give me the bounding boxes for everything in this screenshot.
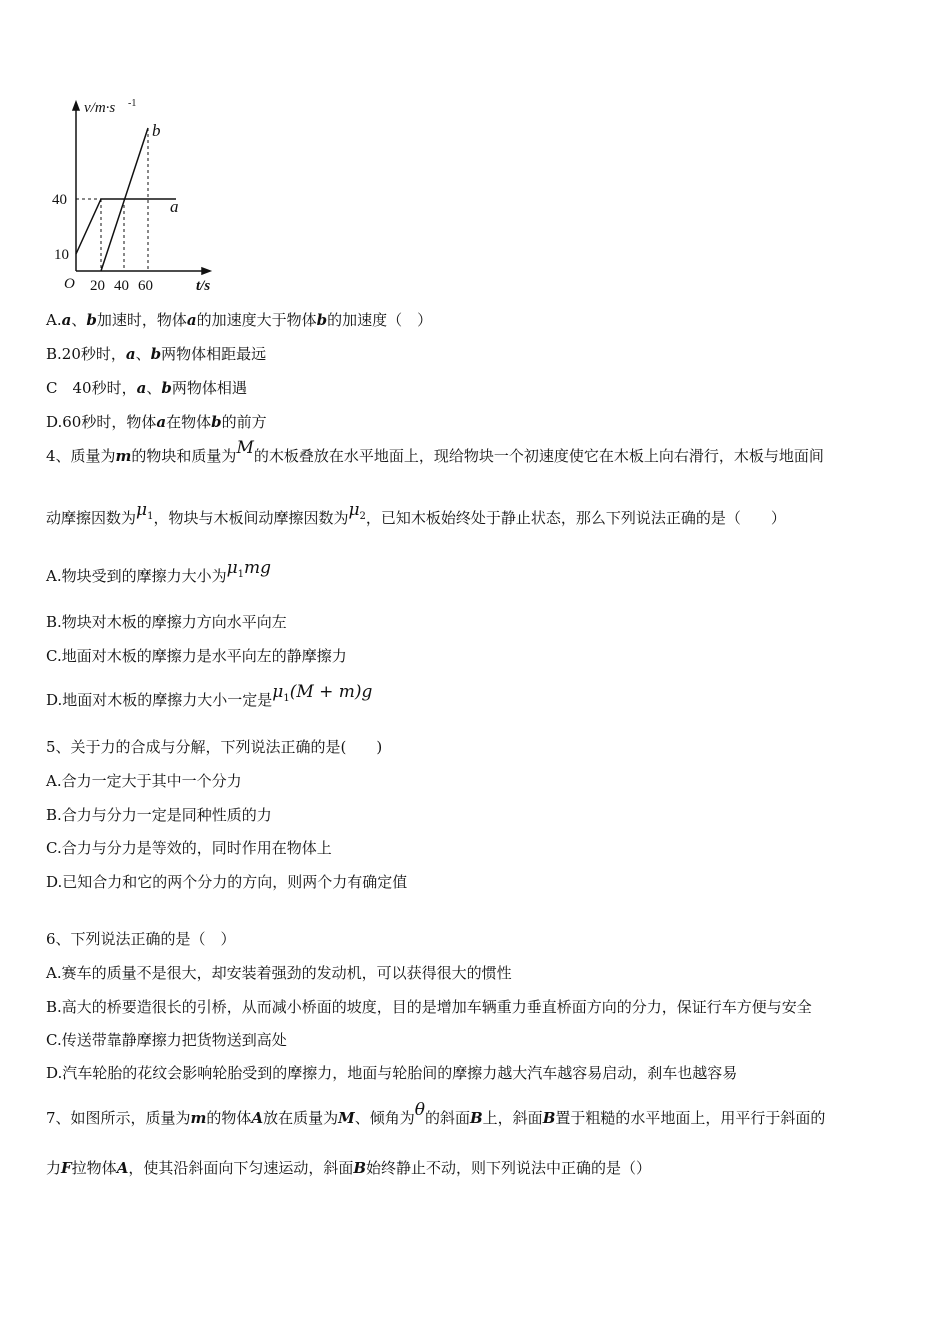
q5-option-a: A.合力一定大于其中一个分力 [46,772,242,790]
q3-option-c: C 40秒时，a、b两物体相遇 [46,379,247,397]
q6-option-d: D.汽车轮胎的花纹会影响轮胎受到的摩擦力，地面与轮胎间的摩擦力越大汽车越容易启动，刹车也越容易 [46,1064,738,1082]
q7-stem-line1: 7、如图所示，质量为m的物体A放在质量为M、倾角为θ的斜面B上，斜面B置于粗糙的水平地面上，用平行于斜面的 [46,1100,826,1127]
q7-stem-line2: 力F拉物体A，使其沿斜面向下匀速运动，斜面B始终静止不动，则下列说法中正确的是（） [46,1159,652,1177]
q4-option-c: C.地面对木板的摩擦力是水平向左的静摩擦力 [46,647,347,665]
line-a [76,199,176,254]
y-tick-10: 10 [54,247,69,263]
x-axis-label: t/s [196,278,211,294]
y-tick-40: 40 [52,192,67,208]
q4-stem-line2: 动摩擦因数为$\mu_1$，物块与木板间动摩擦因数为$\mu_2$，已知木板始终处于静止状态，那么下列说法正确的是（ ） [46,500,786,527]
q4-option-b: B.物块对木板的摩擦力方向水平向左 [46,613,287,631]
q4-option-a: A.物块受到的摩擦力大小为$\mu_1mg$ [46,558,272,585]
q6-option-a: A.赛车的质量不是很大，却安装着强劲的发动机，可以获得很大的惯性 [46,964,512,982]
x-tick-40: 40 [114,278,129,294]
q4-option-d: D.地面对木板的摩擦力大小一定是$\mu_1(M + m)g$ [46,682,373,709]
y-axis-label: v/m·s [84,100,116,116]
origin-label: O [64,276,75,292]
q5-option-b: B.合力与分力一定是同种性质的力 [46,806,272,824]
y-axis-arrow [73,102,79,110]
x-axis-arrow [202,268,210,274]
y-axis-exponent: -1 [128,98,137,109]
q3-option-b: B.20秒时，a、b两物体相距最远 [46,345,267,363]
q4-stem-line1: 4、质量为m的物块和质量为M的木板叠放在水平地面上，现给物块一个初速度使它在木板上向右滑行，木板与地面间 [46,438,824,465]
q3-option-a: A.a、b加速时，物体a的加速度大于物体b的加速度（ ） [46,311,433,329]
q6-stem: 6、下列说法正确的是（ ） [46,930,236,948]
q3-option-d: D.60秒时，物体a在物体b的前方 [46,413,267,431]
x-tick-20: 20 [90,278,105,294]
x-tick-60: 60 [138,278,153,294]
velocity-time-graph [48,96,228,296]
q5-option-d: D.已知合力和它的两个分力的方向，则两个力有确定值 [46,873,408,891]
q6-option-c: C.传送带靠静摩擦力把货物送到高处 [46,1031,287,1049]
q5-option-c: C.合力与分力是等效的，同时作用在物体上 [46,839,332,857]
line-a-label: a [170,197,179,216]
q5-stem: 5、关于力的合成与分解，下列说法正确的是( ) [46,738,383,756]
line-b-label: b [152,121,161,140]
q6-option-b: B.高大的桥要造很长的引桥，从而减小桥面的坡度，目的是增加车辆重力垂直桥面方向的分力，保证行车方便与安全 [46,998,812,1016]
